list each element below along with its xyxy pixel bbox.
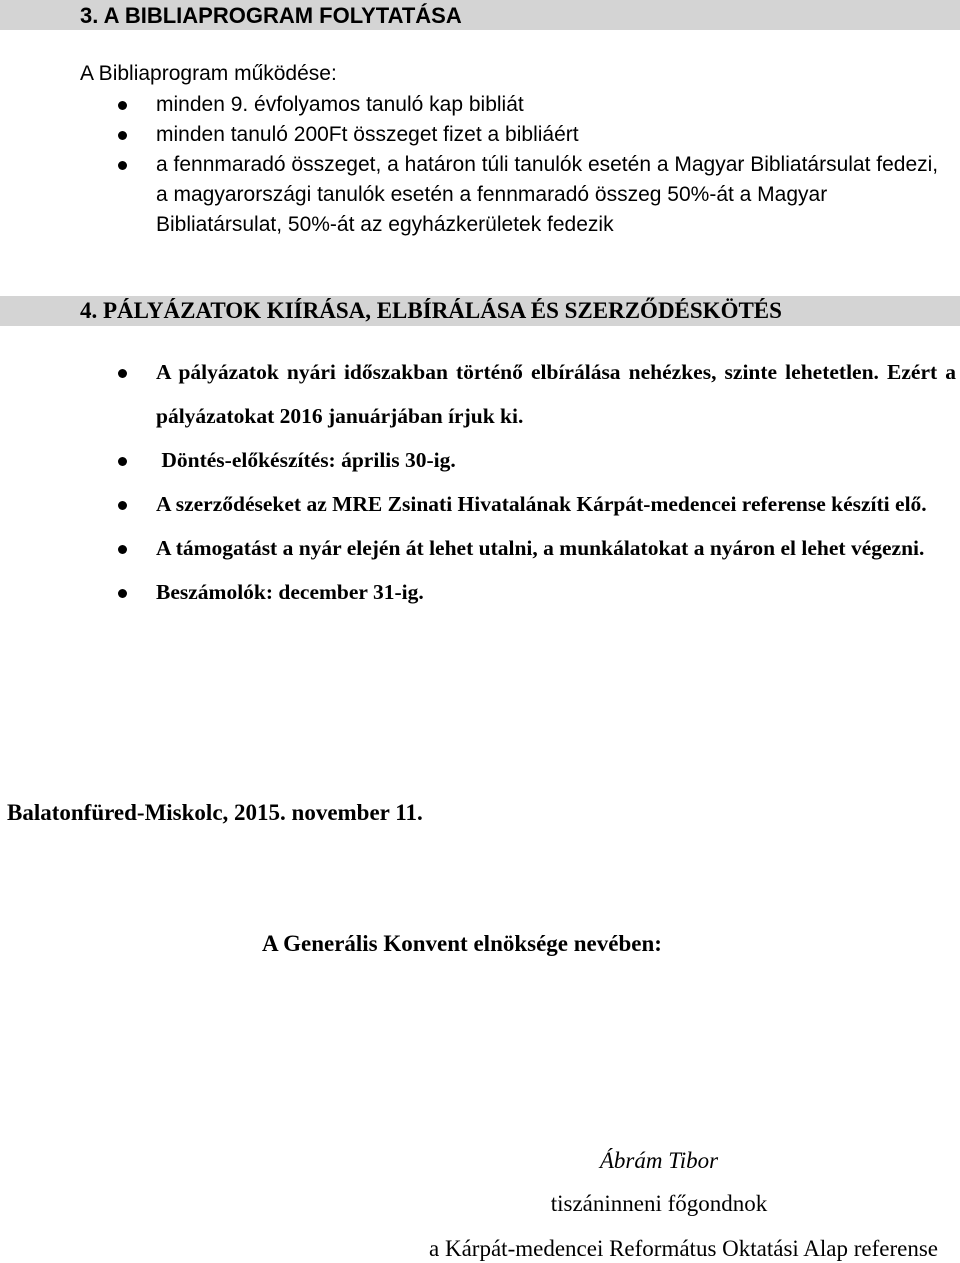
bullet-icon — [118, 101, 127, 110]
list-item-text: Beszámolók: december 31-ig. — [156, 580, 424, 604]
list-item-text: minden tanuló 200Ft összeget fizet a bibliáért — [156, 123, 579, 146]
bullet-icon — [118, 501, 127, 510]
section-3-title: 3. A BIBLIAPROGRAM FOLYTATÁSA — [80, 3, 462, 28]
list-item — [0, 482, 960, 526]
bullet-icon — [118, 589, 127, 598]
list-item-text: minden 9. évfolyamos tanuló kap bibliát — [156, 93, 524, 116]
section-3-intro: A Bibliaprogram működése: — [80, 62, 337, 85]
list-item-text: Döntés-előkészítés: április 30-ig. — [156, 448, 456, 472]
list-item-text: a fennmaradó összeget, a határon túli tanulók esetén a Magyar Bibliatársulat fedezi, a magyarországi tanulók esetén a fennmaradó összeg 50%-át a Magyar Bibliatársulat, 50%-át az egyházkerületek fedezik — [156, 153, 939, 236]
list-item — [0, 438, 960, 482]
bullet-icon — [118, 545, 127, 554]
on-behalf-line: A Generális Konvent elnöksége nevében: — [262, 931, 662, 956]
list-item — [0, 150, 960, 240]
list-item — [0, 570, 960, 614]
section-4-list — [0, 350, 960, 614]
section-3-list — [0, 90, 960, 240]
signatory-title: tiszáninneni főgondnok — [550, 1191, 768, 1216]
list-item-text: A támogatást a nyár elején át lehet utalni, a munkálatokat a nyáron el lehet végezni. — [156, 536, 925, 560]
place-and-date: Balatonfüred-Miskolc, 2015. november 11. — [7, 800, 423, 825]
list-item-text: A pályázatok nyári időszakban történő elbírálása nehézkes, szinte lehetetlen. Ezért a pályázatokat 2016 januárjában írjuk ki. — [156, 360, 956, 428]
signatory-role: a Kárpát-medencei Református Oktatási Alap referense — [429, 1236, 938, 1261]
signatory-name: Ábrám Tibor — [599, 1148, 719, 1173]
list-item-text: A szerződéseket az MRE Zsinati Hivatalának Kárpát-medencei referense készíti elő. — [156, 492, 927, 516]
list-item — [0, 120, 960, 150]
list-item — [0, 90, 960, 120]
bullet-icon — [118, 457, 127, 466]
bullet-icon — [118, 369, 127, 378]
list-item — [0, 350, 960, 438]
bullet-icon — [118, 131, 127, 140]
list-item — [0, 526, 960, 570]
section-4-title: 4. PÁLYÁZATOK KIÍRÁSA, ELBÍRÁLÁSA ÉS SZERZŐDÉSKÖTÉS — [80, 298, 782, 323]
bullet-icon — [118, 161, 127, 170]
